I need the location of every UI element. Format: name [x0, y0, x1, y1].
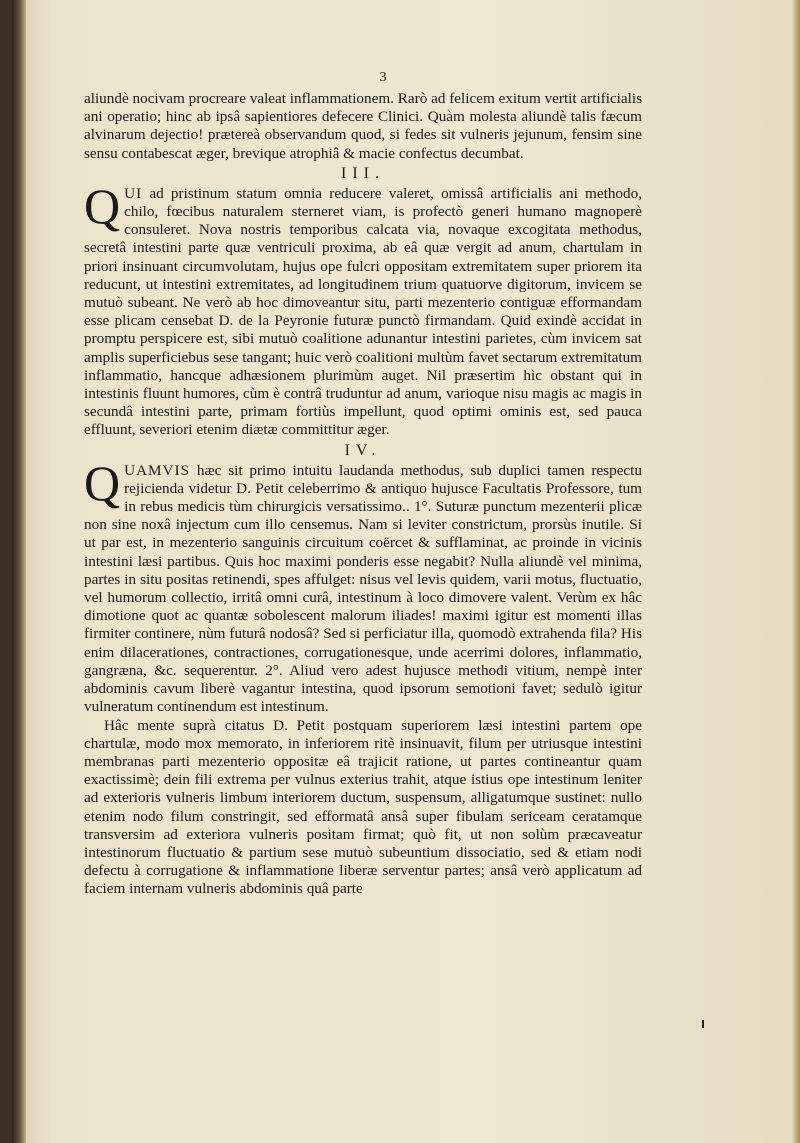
- intro-paragraph: aliundè nocivam procreare valeat inflammationem. Rarò ad felicem exitum vertit artificialis ani operatio; hinc ab ipsâ sapientiores defecere Clinici. Quàm molesta aliundè talis fæcum alvinarum dejectio! prætereà observandum quod, si fedes sit vulneris jejunum, fensim sine sensu contabescat æger, brevique atrophiâ & macie confectus decumbat.: [84, 90, 642, 162]
- page-number: 3: [379, 70, 387, 85]
- section-4-paragraph: [84, 454, 642, 717]
- section-heading-4: IV.: [344, 441, 382, 459]
- page-right-edge: [792, 0, 800, 1143]
- ink-mark: [702, 1020, 704, 1028]
- section-3-lead: UI: [124, 184, 143, 202]
- section-4-dropcap: Q: [84, 454, 121, 511]
- section-3-paragraph: [84, 177, 642, 440]
- section-4-lead: UAMVIS: [124, 461, 191, 479]
- section-heading-3: III.: [341, 164, 385, 182]
- final-paragraph: Hâc mente suprà citatus D. Petit postquam superiorem læsi intestini partem ope chartulæ, modo mox memorato, in inferiorem ritè insinuavit, filum per utriusque intestini membranas parti mezenterio oppositæ eâ trajicit ratione, ut partes contineantur quam exactissimè; dein fili extrema per vulnus exterius trahit, atque istius ope intestinum leniter ad exterioris vulneris limbum interiorem ductum, suspensum, alligatumque sustinet: nullo etenim nodo filum constringit, sed efformatâ ansâ super fibulam sericeam ceratamque transversim ad exteriora vulneris positam firmat; quò fit, ut non solùm præcaveatur intestinorum fluctuatio & partium sese mutuò subeuntium dissociatio, sed & etiam nodi defectu à corrugatione & inflammatione liberæ serventur partes; ansâ verò applicatum ad faciem internam vulneris abdominis quâ parte: [84, 716, 642, 898]
- section-3-dropcap: Q: [84, 177, 121, 234]
- book-page: [12, 0, 800, 1143]
- book-binding-edge: [12, 0, 26, 1143]
- page-text-block: [84, 70, 642, 899]
- section-3-text: ad pristinum statum omnia reducere valeret, omissâ artificialis ani methodo, chilo, fœcibus naturalem sterneret viam, is profectò generi humano magnoperè consuleret. Nova nostris temporibus calcata via, novaque excogitata methodus, secretâ intestini parte quæ ventriculi proxima, ab eâ quæ vergit ad anum, chartulam in priori insinuant circumvolutam, hujus ope fulcri oppositam extremitatem super priorem ita reducunt, ut intestini extremitates, ad longitudinem trium quatuorve digitorum, invicem se mutuò subeant. Ne verò ab hoc dimoveantur situ, parti mezenterio contiguæ efformandam esse plicam censebat D. de la Peyronie futuræ punctò firmandam. Quid exindè accidat in promptu perspicere est, sibi mutuò coalitione adunantur intestini parietes, cùm invicem sat amplis superficiebus sese tangant; huic verò coalitioni multùm favet sectarum extremitatum inflammatio, hancque adhæsionem plurimùm auget. Nil præsertim hìc obstant qui in intestinis fluunt humores, cùm è contrâ truduntur ad anum, varioque nisu magis ac magis in secundâ intestini parte, primam fortiùs impellunt, quod optimi ominis est, sed pauca effluunt, severiori etenim diætæ committitur æger.: [84, 184, 642, 439]
- section-4-text: hæc sit primo intuitu laudanda methodus, sub duplici tamen respectu rejicienda videtur D. Petit celeberrimo & antiquo hujusce Facultatis Professore, tum in rebus medicis tùm chirurgicis versatissimo.. 1°. Suturæ punctum mezenterii plicæ non sine noxâ injectum cum illo censemus. Nam si leviter constrictum, prorsùs inutile. Si ut par est, in mezenterio sanguinis circuitum coërcet & sufflaminat, ac proinde in vicinis intestini læsi partibus. Quis hoc maximi ponderis esse negabit? Nulla aliundè vel minima, partes in situ positas retinendi, spes affulget: nisus vel levis quidem, varii motus, fluctuatio, vel humorum collectio, irritâ omni curâ, intestinum à loco dimovere valent. Verùm ex hâc dimotione quot ac quantæ sobolescent malorum iliades! maximi igitur est momenti illas firmiter continere, nùm futurâ nodosâ? Sed si perficiatur illa, quomodò extrahenda fila? His enim dilacerationes, contractiones, corrugationesque, unde acerrimi dolores, inflammatio, gangræna, &c. sequerentur. 2°. Aliud vero adest hujusce methodi vitium, nempè inter abdominis cavum liberè vagantur intestina, quod ipsorum semotioni favet; sedulò igitur vulneratum continendum est intestinum.: [84, 461, 642, 716]
